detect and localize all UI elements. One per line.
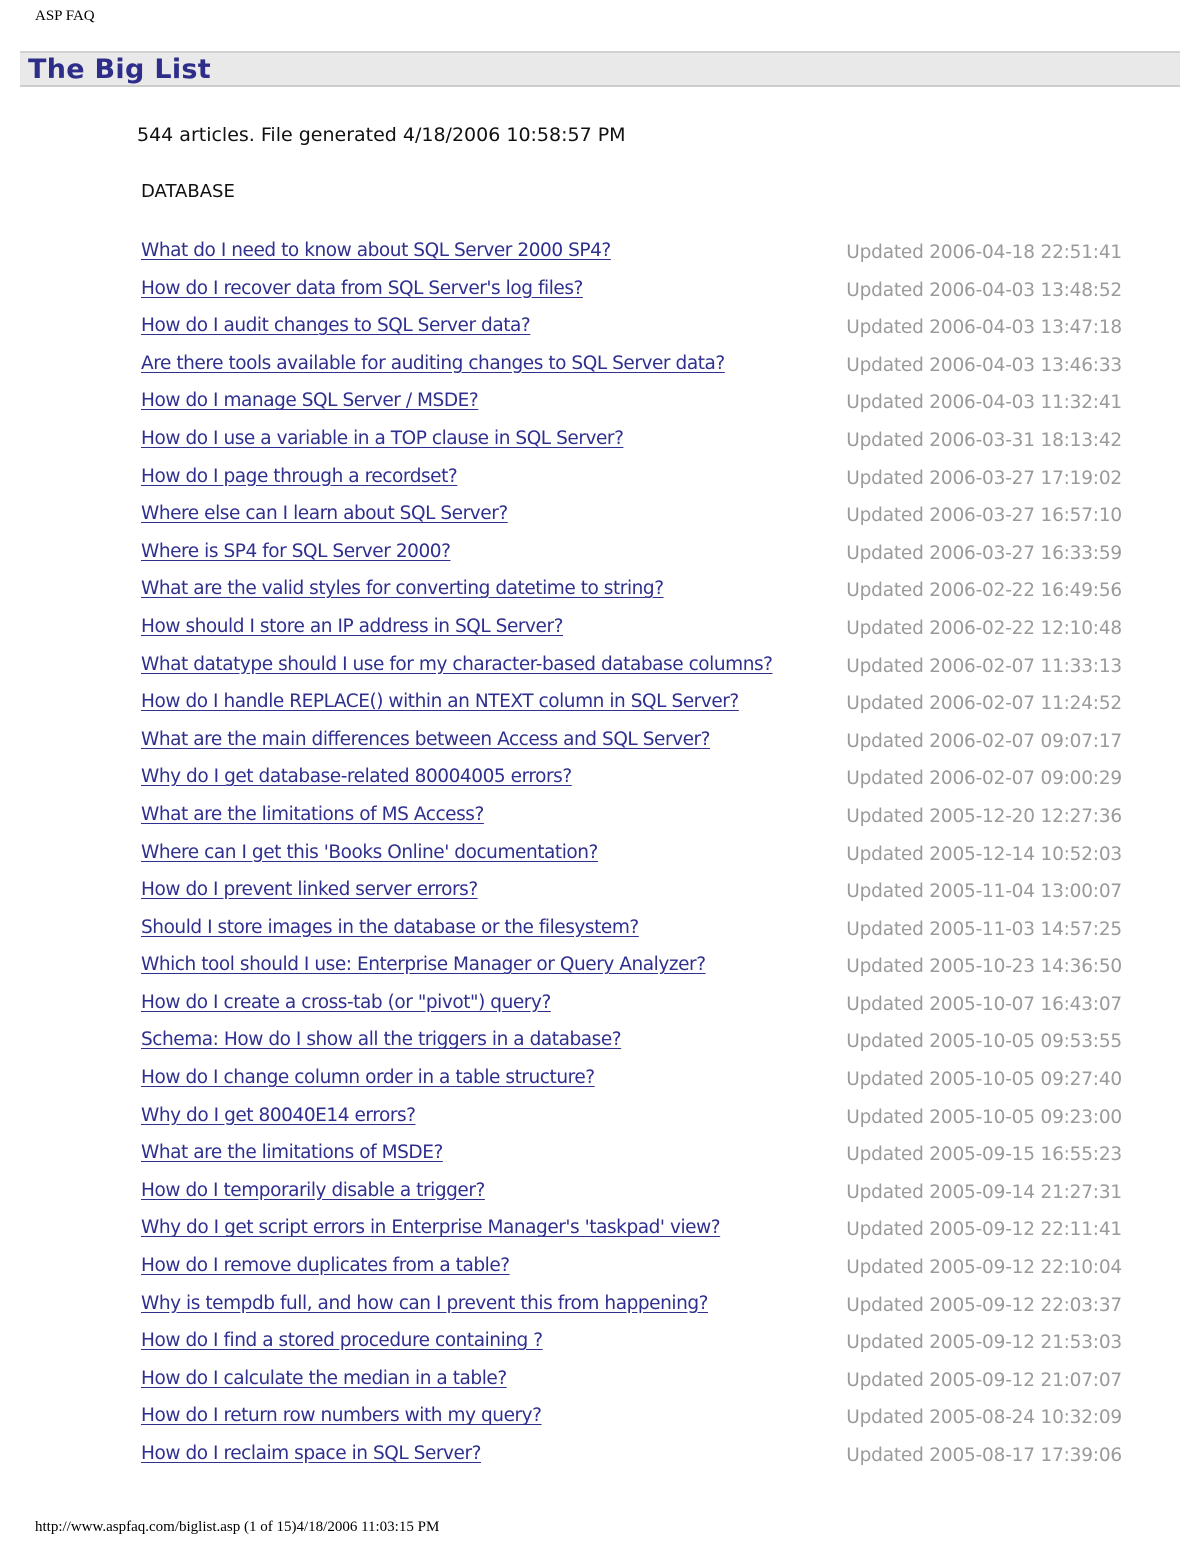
article-link[interactable]: How do I change column order in a table structure? [141, 1067, 595, 1089]
list-item [141, 764, 1126, 802]
list-item [141, 1178, 1126, 1216]
article-updated-timestamp: Updated 2005-08-17 17:39:06 [846, 1445, 1122, 1466]
list-item [141, 1291, 1126, 1329]
article-link[interactable]: Why do I get script errors in Enterprise Manager's 'taskpad' view? [141, 1217, 721, 1239]
article-updated-timestamp: Updated 2005-09-12 22:03:37 [846, 1294, 1122, 1316]
page-header: ASP FAQ [35, 8, 95, 24]
article-count-summary: 544 articles. File generated 4/18/2006 10:58:57 PM [137, 124, 626, 146]
article-link[interactable]: How do I prevent linked server errors? [141, 879, 478, 901]
article-updated-timestamp: Updated 2006-04-03 13:48:52 [846, 279, 1122, 301]
article-link[interactable]: How should I store an IP address in SQL Server? [141, 615, 563, 637]
list-item [141, 1328, 1126, 1366]
article-updated-timestamp: Updated 2006-02-07 11:24:52 [846, 693, 1122, 715]
article-link[interactable]: How do I remove duplicates from a table? [141, 1255, 510, 1277]
article-updated-timestamp: Updated 2006-02-22 12:10:48 [846, 617, 1122, 639]
article-link[interactable]: What are the limitations of MSDE? [141, 1142, 443, 1164]
article-updated-timestamp: Updated 2005-10-05 09:23:00 [846, 1106, 1122, 1128]
article-link[interactable]: What are the main differences between Access and SQL Server? [141, 728, 711, 750]
list-item [141, 915, 1126, 953]
list-item [141, 351, 1126, 389]
article-link[interactable]: Where else can I learn about SQL Server? [141, 503, 508, 525]
article-updated-timestamp: Updated 2006-04-03 13:47:18 [846, 317, 1122, 339]
article-updated-timestamp: Updated 2006-02-07 09:07:17 [846, 730, 1122, 752]
article-link[interactable]: How do I recover data from SQL Server's log files? [141, 277, 583, 299]
article-updated-timestamp: Updated 2005-10-05 09:53:55 [846, 1031, 1122, 1053]
article-link[interactable]: How do I find a stored procedure containing ? [141, 1330, 543, 1352]
list-item [141, 313, 1126, 351]
article-link[interactable]: Why is tempdb full, and how can I prevent this from happening? [141, 1292, 709, 1314]
list-item [141, 689, 1126, 727]
article-updated-timestamp: Updated 2005-09-12 22:10:04 [846, 1257, 1122, 1279]
list-item [141, 952, 1126, 990]
article-updated-timestamp: Updated 2006-03-27 16:57:10 [846, 505, 1122, 527]
list-item [141, 1027, 1126, 1065]
list-item [141, 1103, 1126, 1141]
title-bar [20, 51, 1180, 87]
article-link[interactable]: Which tool should I use: Enterprise Manager or Query Analyzer? [141, 954, 706, 976]
article-link[interactable]: Schema: How do I show all the triggers in a database? [141, 1029, 622, 1051]
list-item [141, 238, 1126, 276]
article-updated-timestamp: Updated 2005-09-14 21:27:31 [846, 1181, 1122, 1203]
article-updated-timestamp: Updated 2006-02-22 16:49:56 [846, 580, 1122, 602]
article-updated-timestamp: Updated 2006-04-03 11:32:41 [846, 392, 1122, 414]
article-updated-timestamp: Updated 2006-04-18 22:51:41 [846, 242, 1122, 263]
article-updated-timestamp: Updated 2006-04-03 13:46:33 [846, 354, 1122, 376]
article-updated-timestamp: Updated 2006-02-07 11:33:13 [846, 655, 1122, 677]
list-item [141, 1403, 1126, 1441]
article-link[interactable]: What datatype should I use for my character-based database columns? [141, 653, 773, 675]
list-item [141, 276, 1126, 314]
page-title: The Big List [28, 54, 211, 85]
article-link[interactable]: How do I create a cross-tab (or "pivot") query? [141, 991, 551, 1013]
article-link[interactable]: Where can I get this 'Books Online' documentation? [141, 841, 598, 863]
article-list [141, 238, 1126, 1479]
article-link[interactable]: What are the limitations of MS Access? [141, 803, 484, 825]
article-updated-timestamp: Updated 2005-09-12 21:07:07 [846, 1369, 1122, 1391]
list-item [141, 576, 1126, 614]
list-item [141, 426, 1126, 464]
article-updated-timestamp: Updated 2005-10-23 14:36:50 [846, 956, 1122, 978]
list-item [141, 652, 1126, 690]
article-link[interactable]: How do I return row numbers with my query? [141, 1405, 542, 1427]
list-item [141, 877, 1126, 915]
list-item [141, 1441, 1126, 1479]
article-link[interactable]: How do I use a variable in a TOP clause in SQL Server? [141, 427, 624, 449]
list-item [141, 1065, 1126, 1103]
article-updated-timestamp: Updated 2005-11-03 14:57:25 [846, 918, 1122, 940]
article-updated-timestamp: Updated 2006-03-31 18:13:42 [846, 429, 1122, 451]
article-updated-timestamp: Updated 2006-03-27 16:33:59 [846, 542, 1122, 564]
article-link[interactable]: How do I manage SQL Server / MSDE? [141, 390, 479, 412]
article-link[interactable]: How do I handle REPLACE() within an NTEXT column in SQL Server? [141, 691, 739, 713]
article-link[interactable]: Are there tools available for auditing changes to SQL Server data? [141, 352, 725, 374]
article-link[interactable]: How do I calculate the median in a table? [141, 1367, 507, 1389]
article-updated-timestamp: Updated 2005-11-04 13:00:07 [846, 881, 1122, 903]
article-updated-timestamp: Updated 2006-03-27 17:19:02 [846, 467, 1122, 489]
article-updated-timestamp: Updated 2005-09-12 21:53:03 [846, 1332, 1122, 1354]
article-link[interactable]: Why do I get 80040E14 errors? [141, 1104, 416, 1126]
article-updated-timestamp: Updated 2005-08-24 10:32:09 [846, 1407, 1122, 1429]
list-item [141, 464, 1126, 502]
article-link[interactable]: Why do I get database-related 80004005 errors? [141, 766, 572, 788]
article-updated-timestamp: Updated 2006-02-07 09:00:29 [846, 768, 1122, 790]
article-link[interactable]: How do I temporarily disable a trigger? [141, 1179, 485, 1201]
article-link[interactable]: What do I need to know about SQL Server 2000 SP4? [141, 240, 611, 261]
list-item [141, 727, 1126, 765]
list-item [141, 1215, 1126, 1253]
list-item [141, 1140, 1126, 1178]
article-link[interactable]: Where is SP4 for SQL Server 2000? [141, 540, 451, 562]
article-updated-timestamp: Updated 2005-12-20 12:27:36 [846, 805, 1122, 827]
list-item [141, 539, 1126, 577]
article-updated-timestamp: Updated 2005-10-05 09:27:40 [846, 1069, 1122, 1091]
list-item [141, 501, 1126, 539]
list-item [141, 388, 1126, 426]
list-item [141, 1253, 1126, 1291]
page-footer: http://www.aspfaq.com/biglist.asp (1 of 15)4/18/2006 11:03:15 PM [35, 1519, 440, 1535]
list-item [141, 614, 1126, 652]
article-updated-timestamp: Updated 2005-12-14 10:52:03 [846, 843, 1122, 865]
list-item [141, 802, 1126, 840]
article-link[interactable]: How do I reclaim space in SQL Server? [141, 1443, 482, 1464]
article-link[interactable]: What are the valid styles for converting datetime to string? [141, 578, 664, 600]
article-updated-timestamp: Updated 2005-09-12 22:11:41 [846, 1219, 1122, 1241]
list-item [141, 990, 1126, 1028]
article-link[interactable]: Should I store images in the database or the filesystem? [141, 916, 639, 938]
article-link[interactable]: How do I page through a recordset? [141, 465, 458, 487]
list-item [141, 1366, 1126, 1404]
article-updated-timestamp: Updated 2005-10-07 16:43:07 [846, 993, 1122, 1015]
article-link[interactable]: How do I audit changes to SQL Server data? [141, 315, 531, 337]
section-heading: DATABASE [141, 181, 235, 202]
article-updated-timestamp: Updated 2005-09-15 16:55:23 [846, 1144, 1122, 1166]
list-item [141, 840, 1126, 878]
